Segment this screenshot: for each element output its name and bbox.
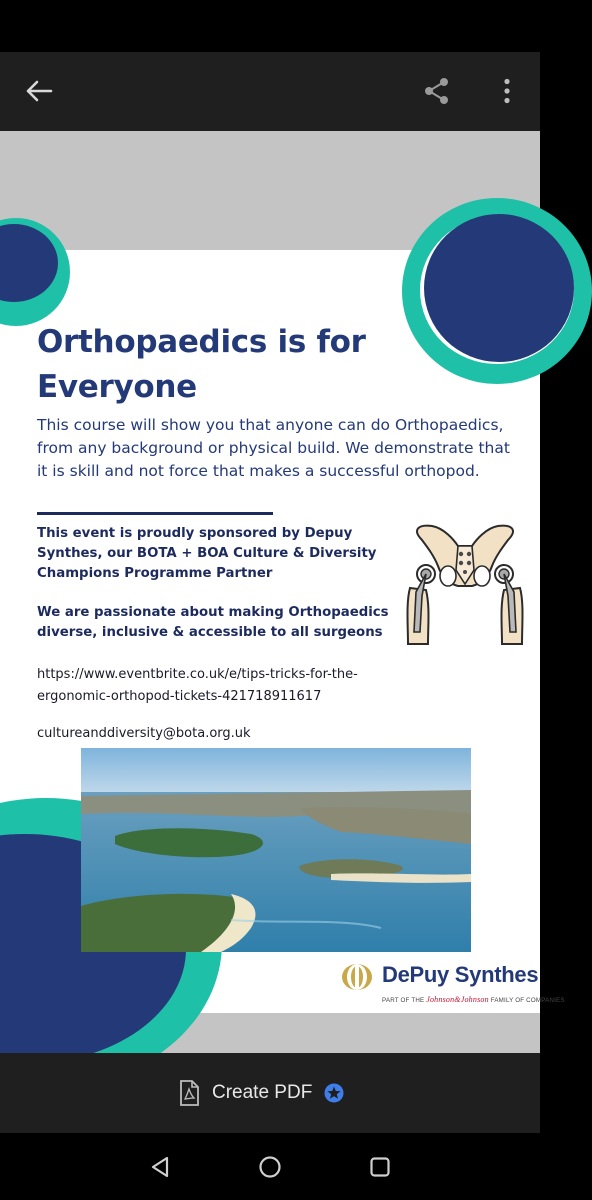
create-pdf-button[interactable] — [178, 1071, 344, 1115]
deco-circle-top-right-navy — [424, 214, 574, 362]
more-vert-icon — [503, 78, 511, 104]
back-button[interactable] — [14, 66, 64, 116]
event-link: https://www.eventbrite.co.uk/e/tips-tricks-for-the-ergonomic-orthopod-tickets-421718911617 — [37, 667, 358, 704]
nav-home-button[interactable] — [250, 1147, 290, 1187]
create-pdf-label: Create PDF — [212, 1082, 313, 1103]
contact-email: cultureanddiversity@bota.org.uk — [37, 726, 251, 741]
share-button[interactable] — [412, 66, 462, 116]
system-navigation-bar — [0, 1133, 540, 1200]
pelvis-hip-implant-illustration — [400, 522, 530, 650]
premium-star-badge-icon — [324, 1083, 344, 1103]
triangle-back-icon — [148, 1155, 172, 1179]
nav-back-button[interactable] — [140, 1147, 180, 1187]
circle-home-icon — [258, 1155, 282, 1179]
depuy-synthes-logo — [338, 958, 565, 1010]
square-recents-icon — [368, 1155, 392, 1179]
poster-intro: This course will show you that anyone can do Orthopaedics, from any background or physical build. We demonstrate that it is skill and not force that makes a successful orthopod. — [37, 416, 510, 480]
logo-tagline: PART OF THE Johnson&Johnson FAMILY OF COMPANIES — [382, 995, 565, 1004]
app-toolbar — [0, 52, 540, 131]
passion-text: We are passionate about making Orthopaedics diverse, inclusive & accessible to all surgeons — [37, 605, 389, 640]
status-bar — [0, 0, 540, 52]
more-options-button[interactable] — [482, 66, 532, 116]
sponsor-text: This event is proudly sponsored by Depuy Synthes, our BOTA + BOA Culture & Diversity Champions Programme Partner — [37, 526, 377, 581]
nav-recents-button[interactable] — [360, 1147, 400, 1187]
poster-image — [0, 250, 565, 1013]
harbour-aerial-photo — [81, 748, 471, 952]
bottom-action-bar — [0, 1053, 540, 1133]
pdf-file-icon — [178, 1080, 200, 1106]
arrow-left-icon — [25, 79, 53, 103]
divider — [37, 512, 273, 515]
logo-brand-text: DePuy Synthes — [382, 962, 539, 987]
poster-headline: Orthopaedics is for Everyone — [37, 324, 366, 405]
depuy-synthes-emblem-icon — [340, 962, 374, 992]
share-icon — [423, 77, 451, 105]
